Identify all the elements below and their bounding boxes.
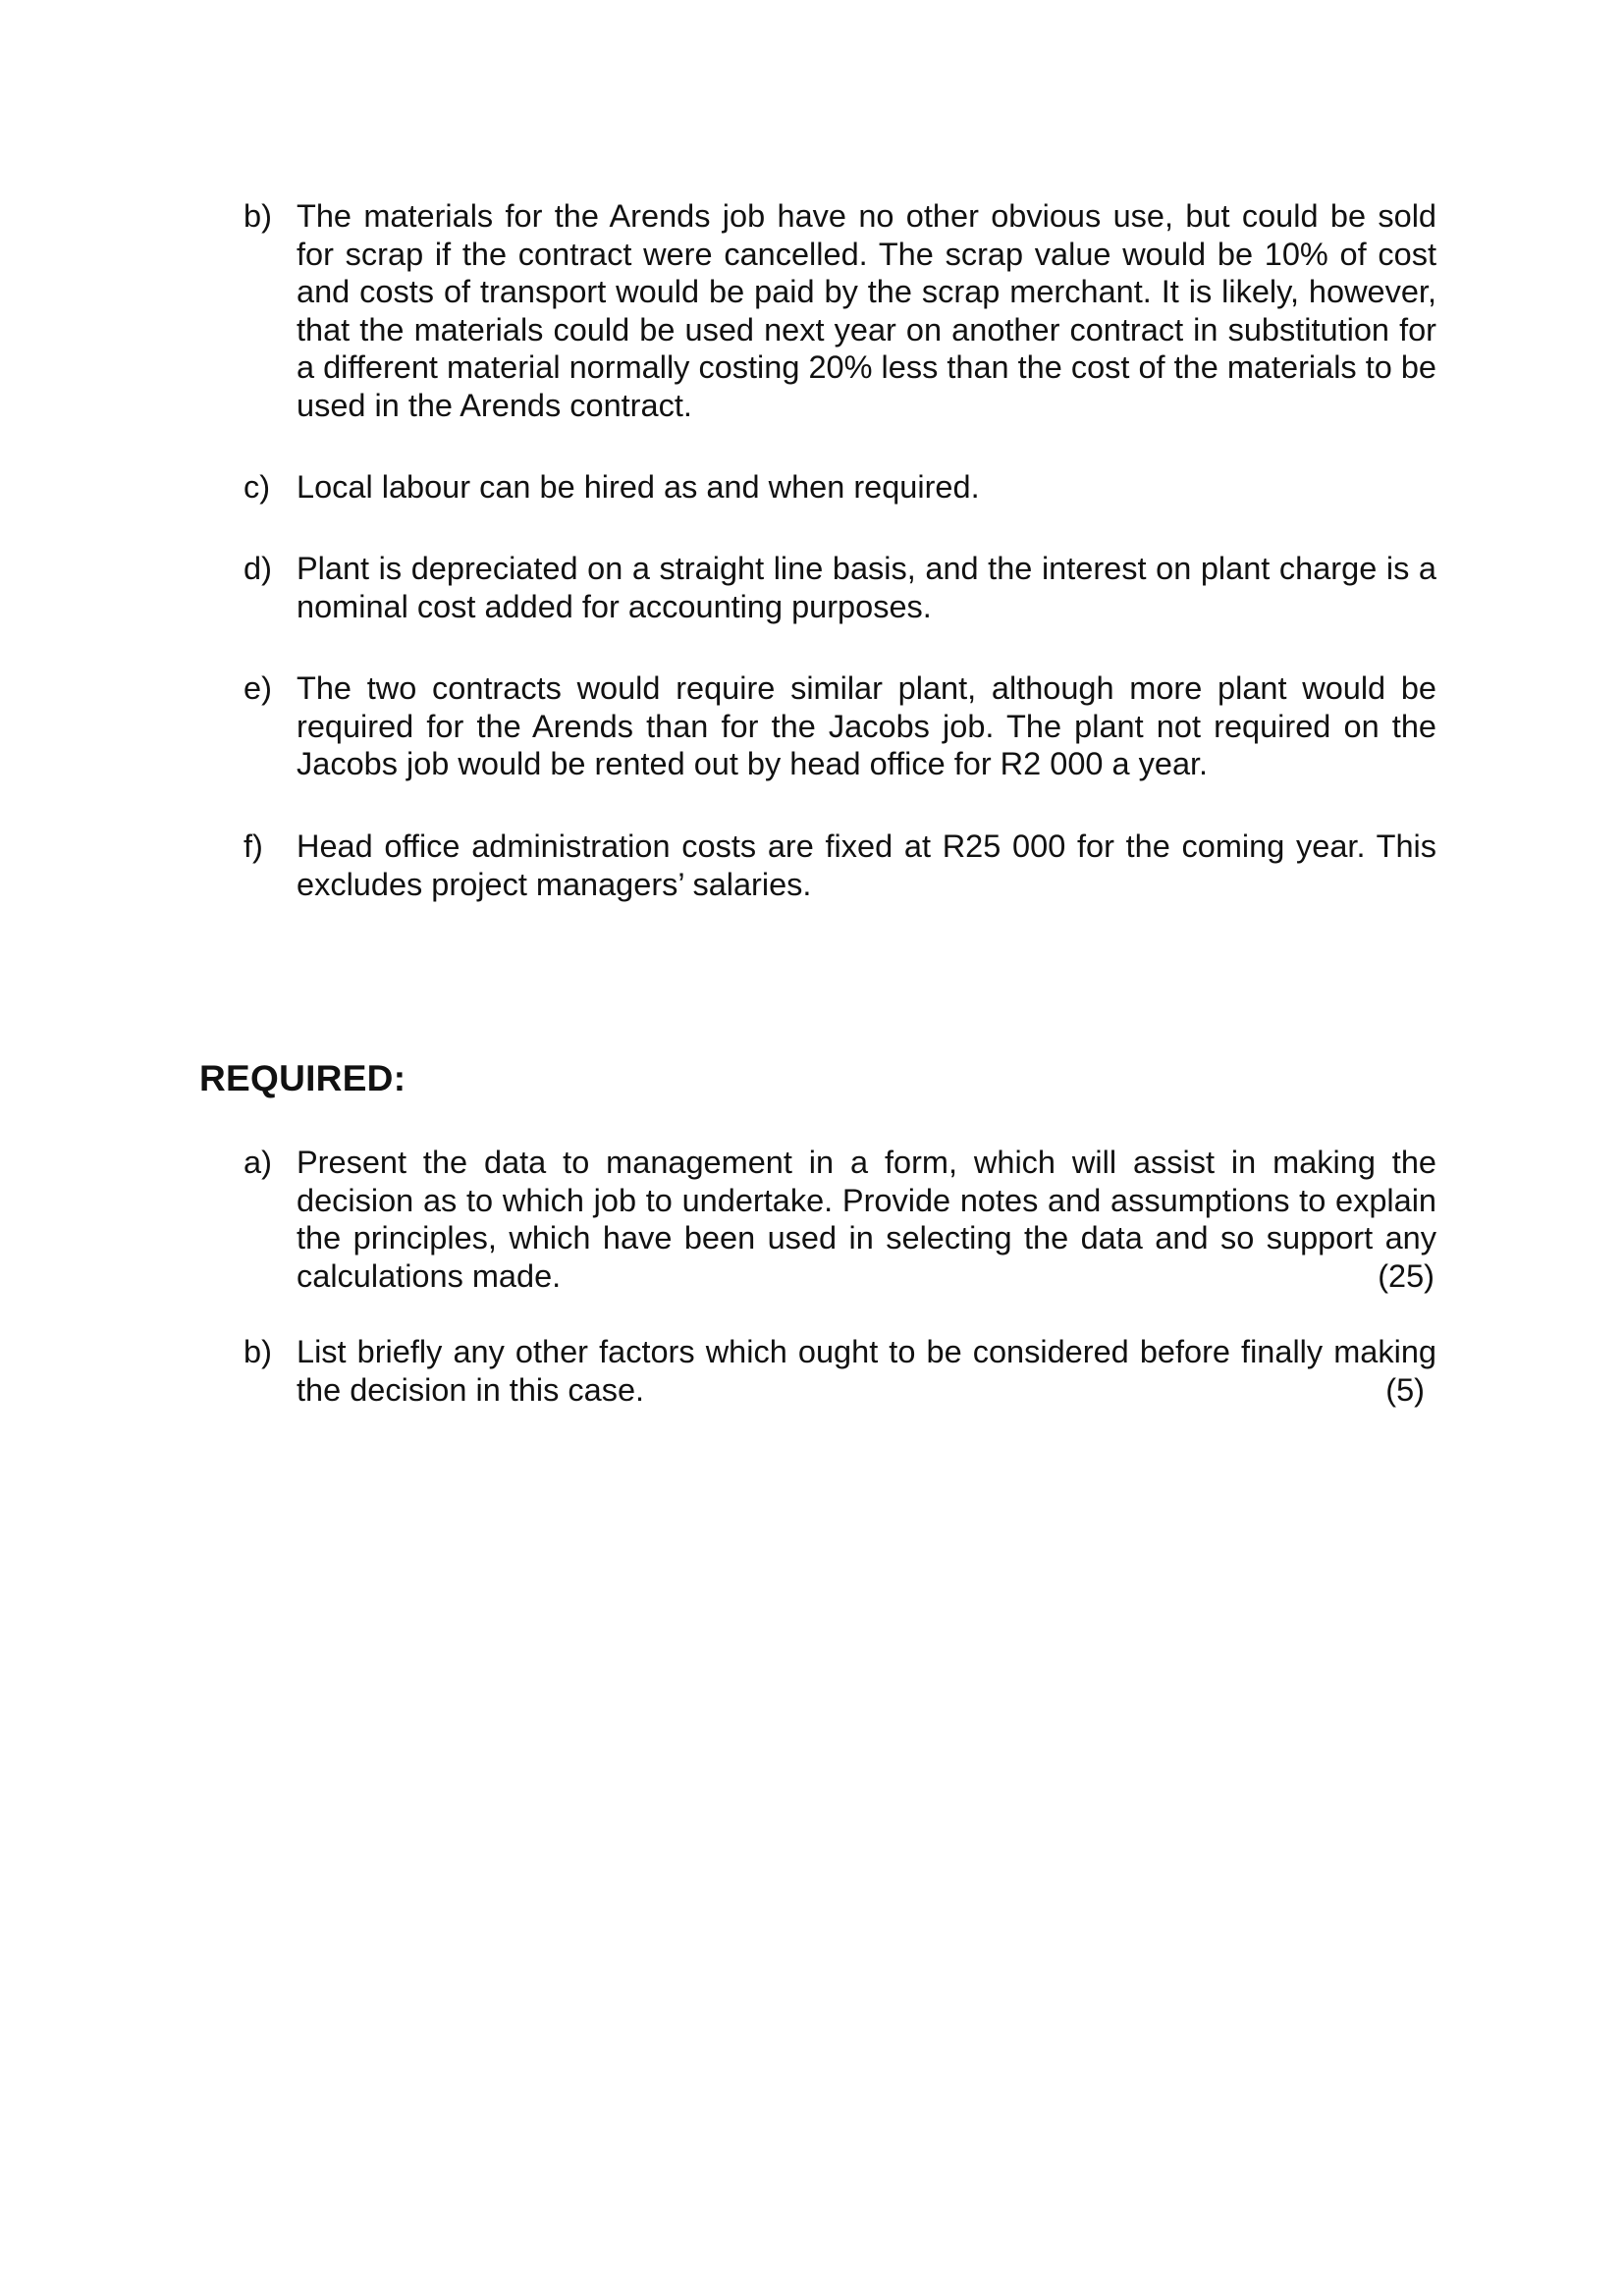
note-marker: e) (244, 670, 272, 706)
item-text: List briefly any other factors which ought to be considered before finally making the decision in this case. (297, 1334, 1436, 1408)
note-text: Local labour can be hired as and when required. (297, 469, 980, 505)
item-marks: (5) (1385, 1371, 1425, 1408)
required-item-b (244, 1333, 1436, 1412)
item-marker: a) (244, 1145, 272, 1180)
required-heading: REQUIRED: (199, 1058, 406, 1098)
note-text: The materials for the Arends job have no other obvious use, but could be sold for scrap if the contract were cancelled. The scrap value would be 10% of cost and costs of transport would be paid by the scrap merchant. It is likely, however, that the materials could be used next year on another contract in substitution for a different material normally costing 20% less than the cost of the materials to be used in the Arends contract. (297, 198, 1436, 423)
item-marks: (25) (1378, 1257, 1435, 1294)
item-marker: b) (244, 1334, 272, 1369)
required-item-a (244, 1144, 1436, 1301)
note-text: Plant is depreciated on a straight line basis, and the interest on plant charge is a nominal cost added for accounting purposes. (297, 551, 1436, 624)
item-text: Present the data to management in a form, which will assist in making the decision as to which job to undertake. Provide notes and assumptions to explain the principles, which have been used in selecting the data and so support any calculations made. (297, 1145, 1436, 1294)
note-marker: f) (244, 828, 263, 864)
note-text: Head office administration costs are fixed at R25 000 for the coming year. This excludes project managers’ salaries. (297, 828, 1436, 902)
note-marker: d) (244, 551, 272, 586)
note-marker: b) (244, 198, 272, 234)
note-marker: c) (244, 469, 271, 505)
note-text: The two contracts would require similar plant, although more plant would be required for the Arends than for the Jacobs job. The plant not required on the Jacobs job would be rented out by head office for R2 000 a year. (297, 670, 1436, 781)
